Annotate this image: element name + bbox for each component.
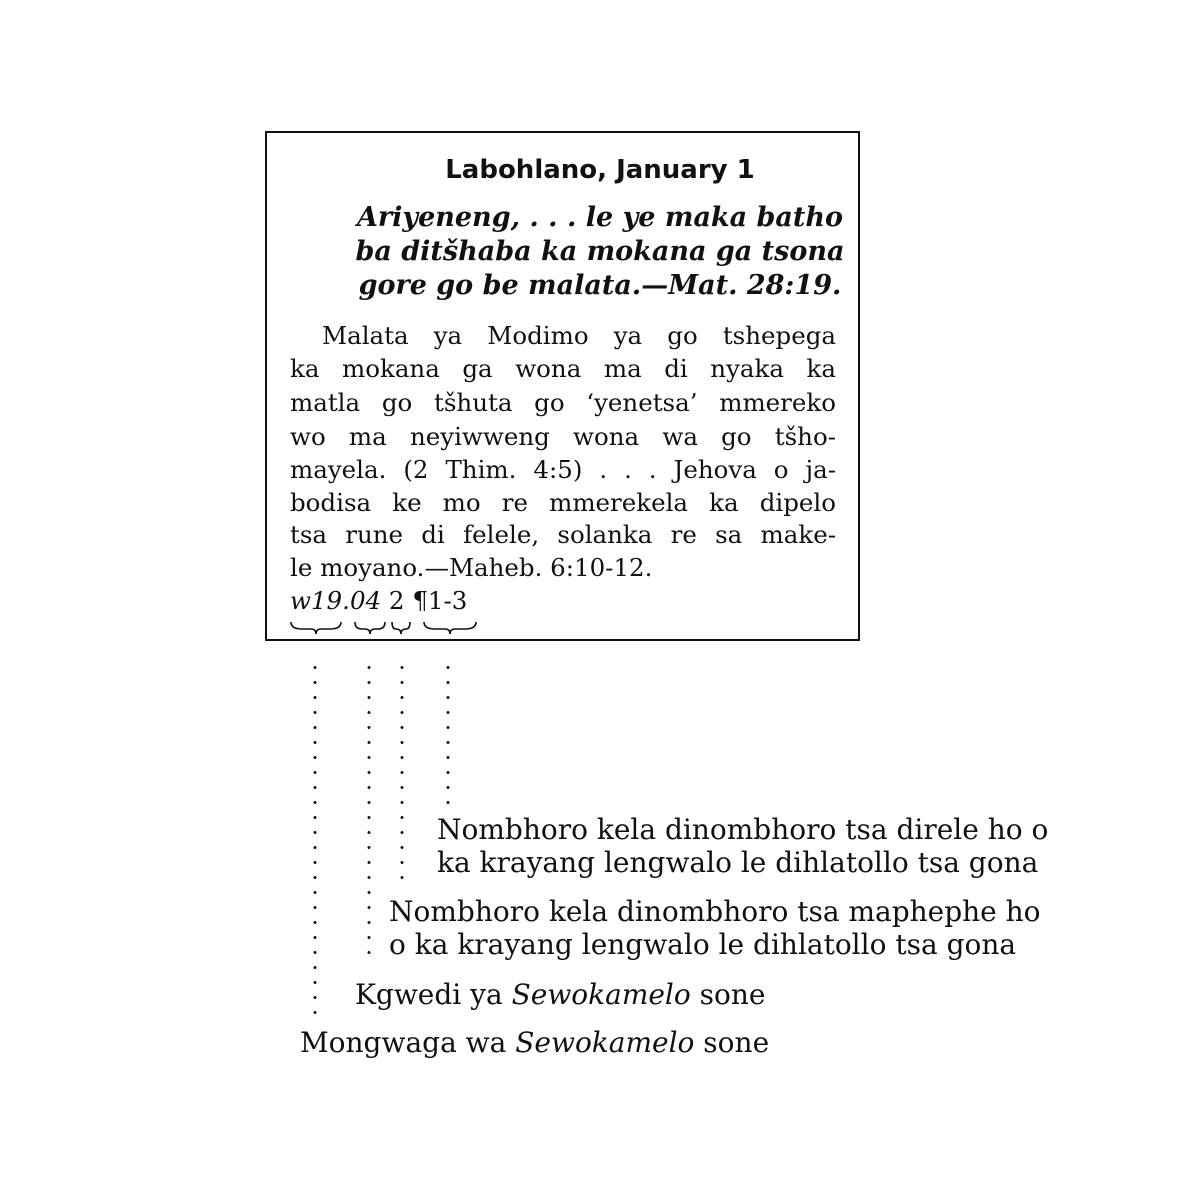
verse-line-3: gore go be malata.—Mat. 28:19. [358,270,842,301]
verse-line-2: ba ditšhaba ka mokana ga tsona [355,236,845,267]
label-paragraphs-line-2: ka krayang lengwalo le dihlatollo tsa gona [437,846,1039,879]
citation-publication: w19. [290,586,350,615]
brace-month-icon [353,620,387,636]
dotted-leader-page [400,660,404,885]
brace-paragraphs-icon [422,620,478,636]
label-year [300,1026,769,1059]
body-line-8: le moyano.—Maheb. 6:10-12. [290,553,653,582]
brace-page-icon [390,620,412,636]
dotted-leader-paragraphs [446,660,450,805]
card-heading: Labohlano, January 1 [445,155,755,185]
label-month-suffix: sone [690,978,766,1011]
body-line-5: mayela. (2 Thim. 4:5) . . . Jehova o ja- [290,455,836,484]
label-year-publication: Sewokamelo [515,1026,695,1059]
label-paragraphs-line-1: Nombhoro kela dinombhoro tsa direle ho o [437,813,1049,846]
label-year-suffix: sone [694,1026,770,1059]
verse-line-1: Ariyeneng, . . . le ye maka batho [356,202,844,233]
body-line-3: matla go tšhuta go ‘yenetsa’ mmereko [290,388,836,417]
citation-issue: 04 [349,586,382,615]
label-year-text: Mongwaga wa [300,1026,516,1059]
label-month-publication: Sewokamelo [511,978,691,1011]
citation-reference [290,585,467,617]
dotted-leader-month [367,660,371,965]
label-page-line-2: o ka krayang lengwalo le dihlatollo tsa gona [389,928,1017,961]
citation-page: 2 [388,586,405,615]
label-month-text: Kgwedi ya [355,978,512,1011]
label-month [355,978,765,1011]
brace-year-icon [289,620,343,636]
body-line-1: Malata ya Modimo ya go tshepega [322,321,836,350]
body-line-7: tsa rune di felele, solanka re sa make- [290,520,836,549]
body-line-4: wo ma neyiwweng wona wa go tšho- [290,422,836,451]
dotted-leader-year [313,660,317,1015]
label-page-line-1: Nombhoro kela dinombhoro tsa maphephe ho [389,895,1041,928]
body-line-2: ka mokana ga wona ma di nyaka ka [290,354,836,383]
body-line-6: bodisa ke mo re mmerekela ka dipelo [290,488,836,517]
citation-paragraphs: ¶1-3 [412,586,468,615]
